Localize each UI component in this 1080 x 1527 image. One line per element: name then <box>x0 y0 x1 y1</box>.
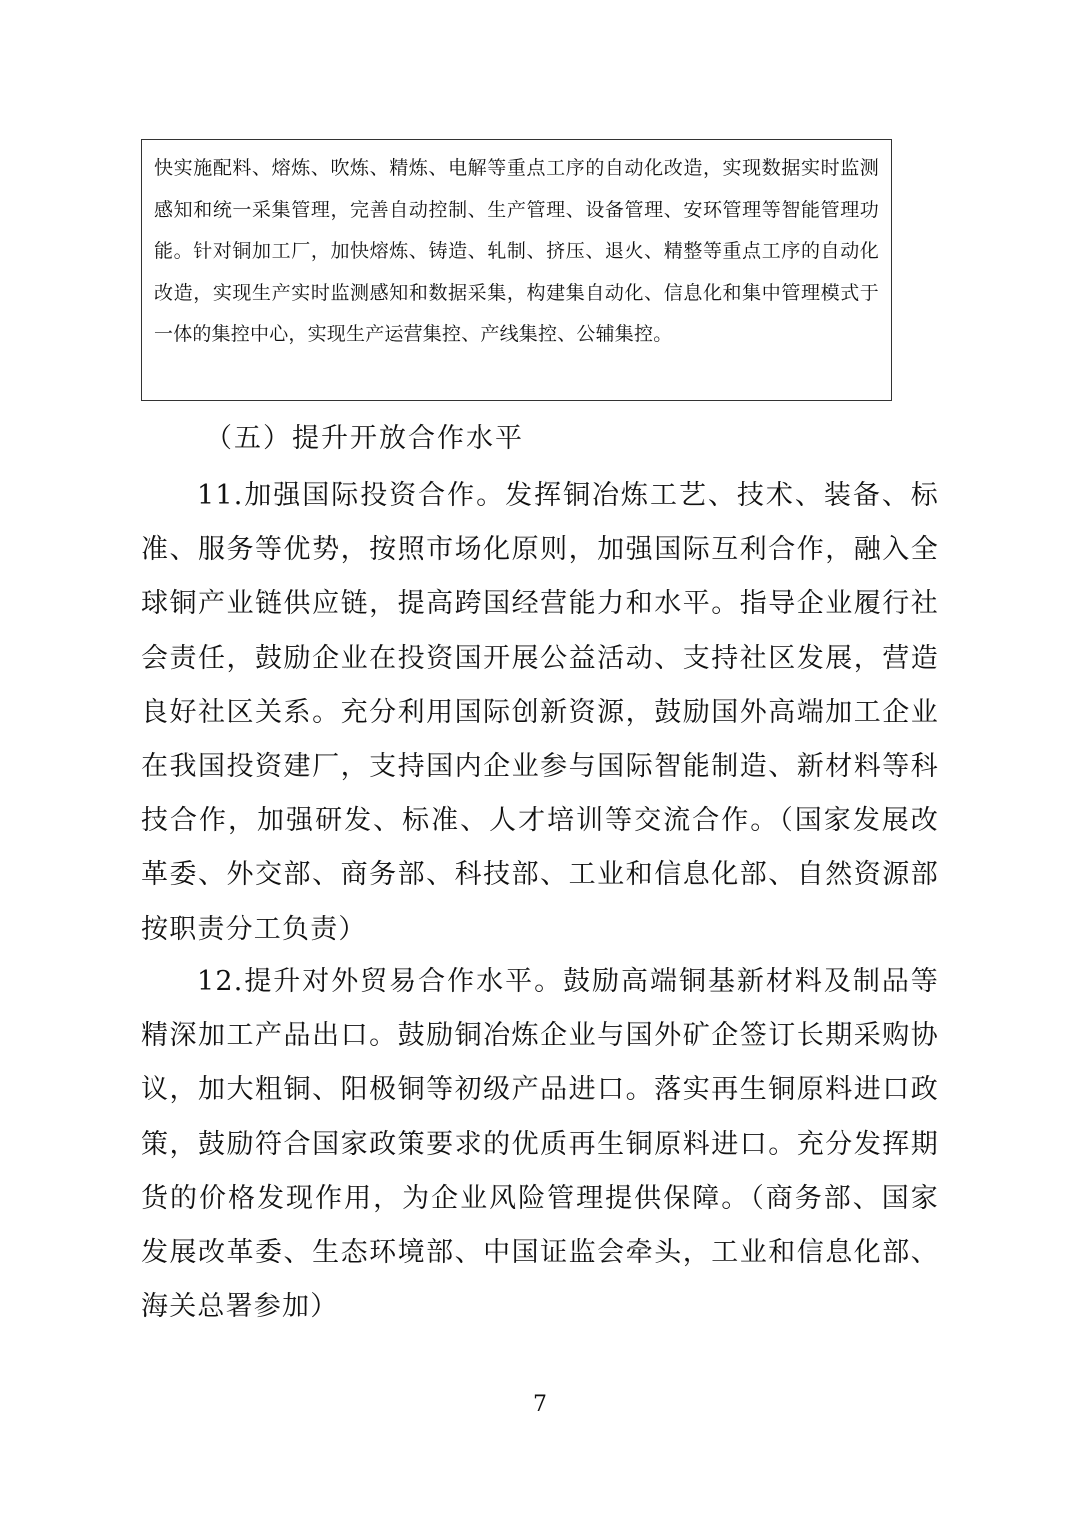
paragraph-11: 11.加强国际投资合作。发挥铜冶炼工艺、技术、装备、标准、服务等优势，按照市场化原则，加强国际互利合作，融入全球铜产业链供应链，提高跨国经营能力和水平。指导企业履行社会责任，鼓励企业在投资国开展公益活动、支持社区发展，营造良好社区关系。充分利用国际创新资源，鼓励国外高端加工企业在我国投资建厂，支持国内企业参与国际智能制造、新材料等科技合作，加强研发、标准、人才培训等交流合作。（国家发展改革委、外交部、商务部、科技部、工业和信息化部、自然资源部按职责分工负责） <box>141 480 939 945</box>
boxed-text-panel <box>141 139 892 401</box>
page-number: 7 <box>533 1392 547 1417</box>
section-heading: （五）提升开放合作水平 <box>205 423 524 454</box>
paragraph-12: 12.提升对外贸易合作水平。鼓励高端铜基新材料及制品等精深加工产品出口。鼓励铜冶炼企业与国外矿企签订长期采购协议，加大粗铜、阳极铜等初级产品进口。落实再生铜原料进口政策，鼓励符合国家政策要求的优质再生铜原料进口。充分发挥期货的价格发现作用，为企业风险管理提供保障。（商务部、国家发展改革委、生态环境部、中国证监会牵头，工业和信息化部、海关总署参加） <box>141 966 939 1323</box>
boxed-text-content: 快实施配料、熔炼、吹炼、精炼、电解等重点工序的自动化改造，实现数据实时监测感知和统一采集管理，完善自动控制、生产管理、设备管理、安环管理等智能管理功能。针对铜加工厂，加快熔炼、铸造、轧制、挤压、退火、精整等重点工序的自动化改造，实现生产实时监测感知和数据采集，构建集自动化、信息化和集中管理模式于一体的集控中心，实现生产运营集控、产线集控、公辅集控。 <box>154 157 879 345</box>
